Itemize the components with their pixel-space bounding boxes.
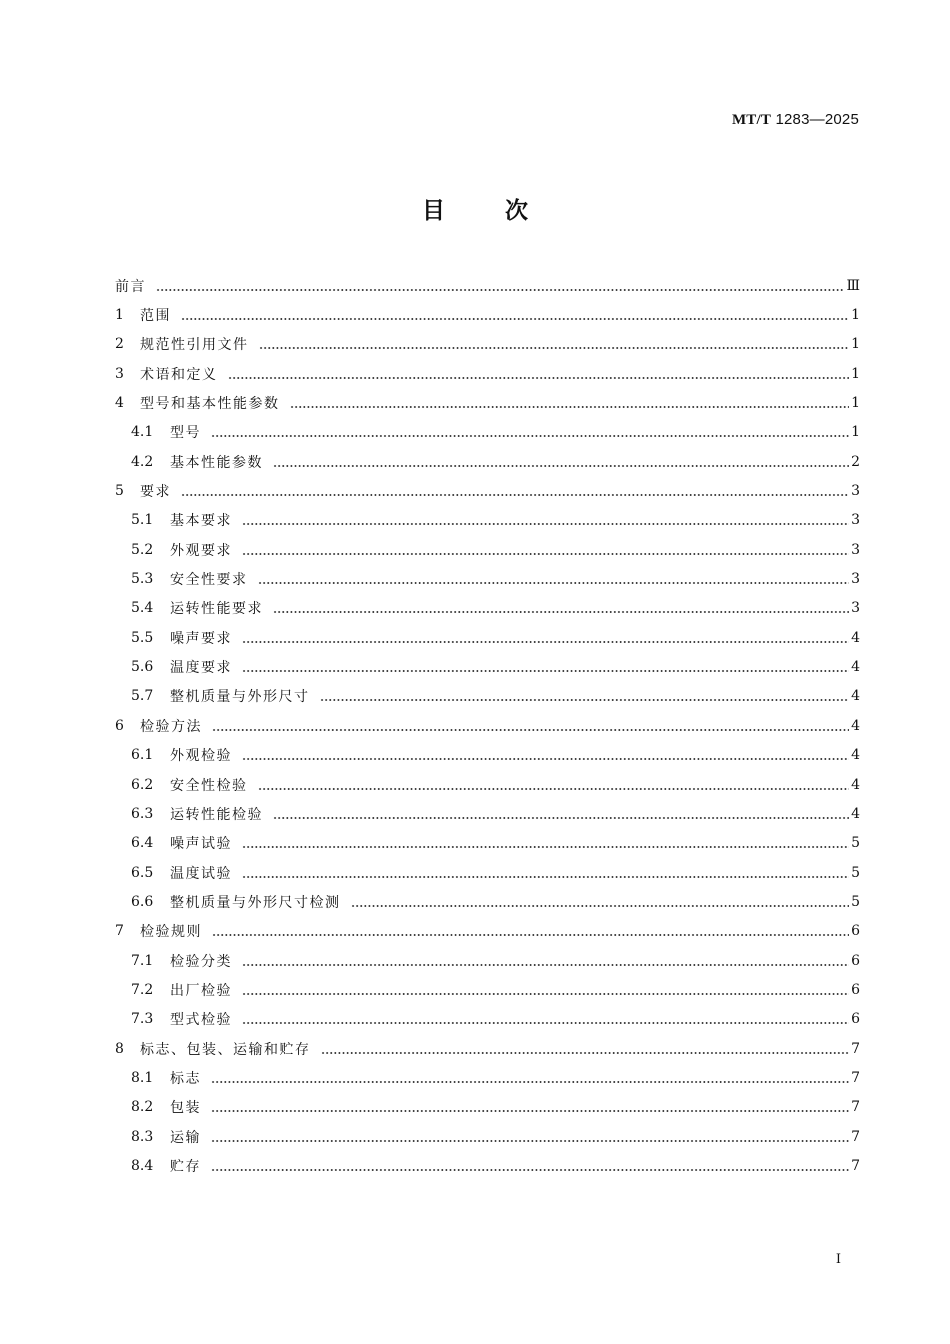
toc-leader-dots: [242, 954, 849, 968]
table-of-contents: [115, 271, 860, 1181]
toc-entry-number: 8.4: [131, 1157, 154, 1174]
toc-leader-dots: [273, 455, 849, 469]
toc-entry-label: 运转性能要求: [170, 601, 263, 618]
toc-entry-label: 外观要求: [170, 542, 232, 559]
toc-entry[interactable]: [115, 711, 860, 740]
toc-entry[interactable]: [115, 946, 860, 975]
toc-leader-dots: [242, 983, 849, 997]
toc-entry-label: 标志、包装、运输和贮存: [140, 1041, 311, 1058]
toc-entry[interactable]: [115, 741, 860, 770]
toc-entry-label: 型号: [170, 425, 201, 442]
toc-entry[interactable]: [115, 564, 860, 593]
toc-leader-dots: [211, 425, 849, 439]
toc-entry[interactable]: [115, 1063, 860, 1092]
toc-entry[interactable]: [115, 975, 860, 1004]
toc-entry[interactable]: [115, 271, 860, 300]
toc-entry-label: 整机质量与外形尺寸检测: [170, 894, 341, 911]
toc-entry-label: 术语和定义: [140, 366, 218, 383]
toc-leader-dots: [258, 778, 850, 792]
toc-entry[interactable]: [115, 1034, 860, 1063]
toc-entry-page: 6: [851, 1011, 860, 1028]
toc-entry-label: 安全性要求: [170, 572, 248, 589]
toc-entry-page: 4: [851, 717, 860, 734]
toc-entry-label: 安全性检验: [170, 777, 248, 794]
toc-entry-page: 7: [851, 1128, 860, 1145]
standard-prefix: MT/T: [731, 112, 772, 128]
toc-entry-label: 运转性能检验: [170, 806, 263, 823]
toc-entry[interactable]: [115, 858, 860, 887]
toc-entry-number: 6.1: [131, 747, 154, 764]
toc-entry-number: 5: [115, 483, 124, 500]
toc-entry[interactable]: [115, 1005, 860, 1034]
toc-entry-label: 温度要求: [170, 660, 232, 677]
toc-entry-page: 5: [851, 893, 860, 910]
toc-entry[interactable]: [115, 770, 860, 799]
toc-entry[interactable]: [115, 652, 860, 681]
toc-entry-page: Ⅲ: [846, 277, 860, 294]
toc-entry-page: 4: [851, 776, 860, 793]
toc-entry-page: 6: [851, 923, 860, 940]
toc-entry-number: 8.1: [131, 1069, 154, 1086]
toc-entry-number: 7.1: [131, 952, 154, 969]
toc-entry-number: 1: [115, 307, 124, 324]
toc-leader-dots: [181, 484, 849, 498]
toc-entry-label: 基本要求: [170, 513, 232, 530]
toc-entry[interactable]: [115, 359, 860, 388]
toc-leader-dots: [290, 396, 850, 410]
toc-entry-number: 6.6: [131, 893, 154, 910]
toc-entry-number: 7.3: [131, 1011, 154, 1028]
toc-entry-number: 6.4: [131, 835, 154, 852]
toc-entry-number: 7: [115, 923, 124, 940]
toc-entry[interactable]: [115, 829, 860, 858]
toc-entry[interactable]: [115, 330, 860, 359]
toc-entry-label: 范围: [140, 308, 171, 325]
toc-entry[interactable]: [115, 1122, 860, 1151]
toc-leader-dots: [242, 660, 849, 674]
toc-entry-page: 3: [851, 600, 860, 617]
toc-entry-number: 5.7: [131, 688, 154, 705]
toc-entry-number: 5.3: [131, 571, 154, 588]
toc-leader-dots: [212, 719, 849, 733]
toc-entry-number: 2: [115, 336, 124, 353]
toc-entry-label: 出厂检验: [170, 982, 232, 999]
toc-entry-label: 检验分类: [170, 953, 232, 970]
toc-leader-dots: [259, 337, 850, 351]
toc-entry-page: 3: [851, 571, 860, 588]
toc-entry-page: 7: [851, 1099, 860, 1116]
toc-entry-page: 4: [851, 688, 860, 705]
toc-entry-page: 1: [851, 395, 860, 412]
toc-leader-dots: [273, 807, 849, 821]
toc-entry-number: 6: [115, 717, 124, 734]
toc-entry[interactable]: [115, 887, 860, 916]
toc-entry-number: 5.4: [131, 600, 154, 617]
toc-entry[interactable]: [115, 476, 860, 505]
toc-leader-dots: [242, 543, 849, 557]
toc-entry-page: 1: [851, 336, 860, 353]
toc-entry-page: 4: [851, 629, 860, 646]
toc-entry-page: 3: [851, 512, 860, 529]
toc-entry-page: 4: [851, 805, 860, 822]
toc-entry[interactable]: [115, 447, 860, 476]
toc-entry-number: 7.2: [131, 981, 154, 998]
toc-entry-label: 噪声试验: [170, 836, 232, 853]
toc-entry[interactable]: [115, 682, 860, 711]
toc-entry-number: 6.5: [131, 864, 154, 881]
toc-entry-number: 5.6: [131, 659, 154, 676]
toc-leader-dots: [320, 689, 850, 703]
toc-leader-dots: [242, 748, 849, 762]
toc-entry-label: 前言: [115, 278, 146, 295]
standard-code: [732, 111, 859, 129]
toc-entry-label: 标志: [170, 1070, 201, 1087]
toc-entry[interactable]: [115, 917, 860, 946]
toc-entry-label: 外观检验: [170, 748, 232, 765]
toc-entry-page: 5: [851, 835, 860, 852]
toc-entry-page: 4: [851, 659, 860, 676]
page-number: I: [835, 1252, 841, 1267]
toc-leader-dots: [351, 895, 850, 909]
toc-leader-dots: [242, 866, 849, 880]
toc-leader-dots: [228, 367, 850, 381]
toc-entry[interactable]: [115, 388, 860, 417]
toc-entry-label: 温度试验: [170, 865, 232, 882]
toc-entry-label: 型式检验: [170, 1012, 232, 1029]
toc-leader-dots: [258, 572, 850, 586]
toc-entry[interactable]: [115, 1093, 860, 1122]
toc-leader-dots: [242, 1012, 849, 1026]
toc-entry-page: 3: [851, 483, 860, 500]
toc-entry-number: 5.1: [131, 512, 154, 529]
toc-entry-label: 包装: [170, 1100, 201, 1117]
toc-entry-number: 6.3: [131, 805, 154, 822]
toc-entry-page: 3: [851, 541, 860, 558]
toc-entry-number: 6.2: [131, 776, 154, 793]
toc-entry-label: 规范性引用文件: [140, 337, 249, 354]
toc-entry-label: 整机质量与外形尺寸: [170, 689, 310, 706]
toc-entry-label: 型号和基本性能参数: [140, 396, 280, 413]
toc-entry-number: 4.2: [131, 453, 154, 470]
toc-leader-dots: [211, 1100, 849, 1114]
toc-entry[interactable]: [115, 535, 860, 564]
toc-entry-number: 8: [115, 1040, 124, 1057]
toc-leader-dots: [181, 308, 849, 322]
toc-leader-dots: [212, 924, 849, 938]
toc-leader-dots: [321, 1042, 850, 1056]
toc-entry[interactable]: [115, 623, 860, 652]
toc-leader-dots: [211, 1159, 849, 1173]
toc-entry[interactable]: [115, 594, 860, 623]
toc-entry-number: 5.5: [131, 629, 154, 646]
toc-entry-number: 4: [115, 395, 124, 412]
toc-entry-label: 基本性能参数: [170, 454, 263, 471]
toc-entry[interactable]: [115, 799, 860, 828]
toc-entry-number: 8.2: [131, 1099, 154, 1116]
toc-leader-dots: [242, 836, 849, 850]
standard-number: 1283—2025: [775, 111, 859, 128]
toc-leader-dots: [242, 513, 849, 527]
toc-entry[interactable]: [115, 418, 860, 447]
toc-entry-page: 1: [851, 307, 860, 324]
toc-entry[interactable]: [115, 300, 860, 329]
toc-entry-label: 检验方法: [140, 718, 202, 735]
toc-entry-number: 4.1: [131, 424, 154, 441]
toc-leader-dots: [273, 601, 849, 615]
toc-entry-page: 7: [851, 1040, 860, 1057]
toc-entry-number: 3: [115, 365, 124, 382]
toc-entry-number: 5.2: [131, 541, 154, 558]
toc-entry-label: 贮存: [170, 1158, 201, 1175]
toc-entry-page: 4: [851, 747, 860, 764]
toc-entry[interactable]: [115, 506, 860, 535]
toc-leader-dots: [211, 1071, 849, 1085]
toc-entry-label: 检验规则: [140, 924, 202, 941]
toc-entry-page: 7: [851, 1157, 860, 1174]
toc-entry-page: 6: [851, 981, 860, 998]
toc-entry-label: 要求: [140, 484, 171, 501]
toc-entry-page: 5: [851, 864, 860, 881]
toc-entry-page: 1: [851, 424, 860, 441]
toc-entry-number: 8.3: [131, 1128, 154, 1145]
toc-entry-label: 运输: [170, 1129, 201, 1146]
toc-entry-page: 7: [851, 1069, 860, 1086]
toc-leader-dots: [242, 631, 849, 645]
page-title: 目次: [422, 198, 588, 224]
toc-entry-page: 2: [851, 453, 860, 470]
toc-entry-label: 噪声要求: [170, 630, 232, 647]
toc-entry-page: 6: [851, 952, 860, 969]
toc-entry-page: 1: [851, 365, 860, 382]
toc-leader-dots: [211, 1130, 849, 1144]
toc-leader-dots: [156, 279, 844, 293]
toc-entry[interactable]: [115, 1151, 860, 1180]
